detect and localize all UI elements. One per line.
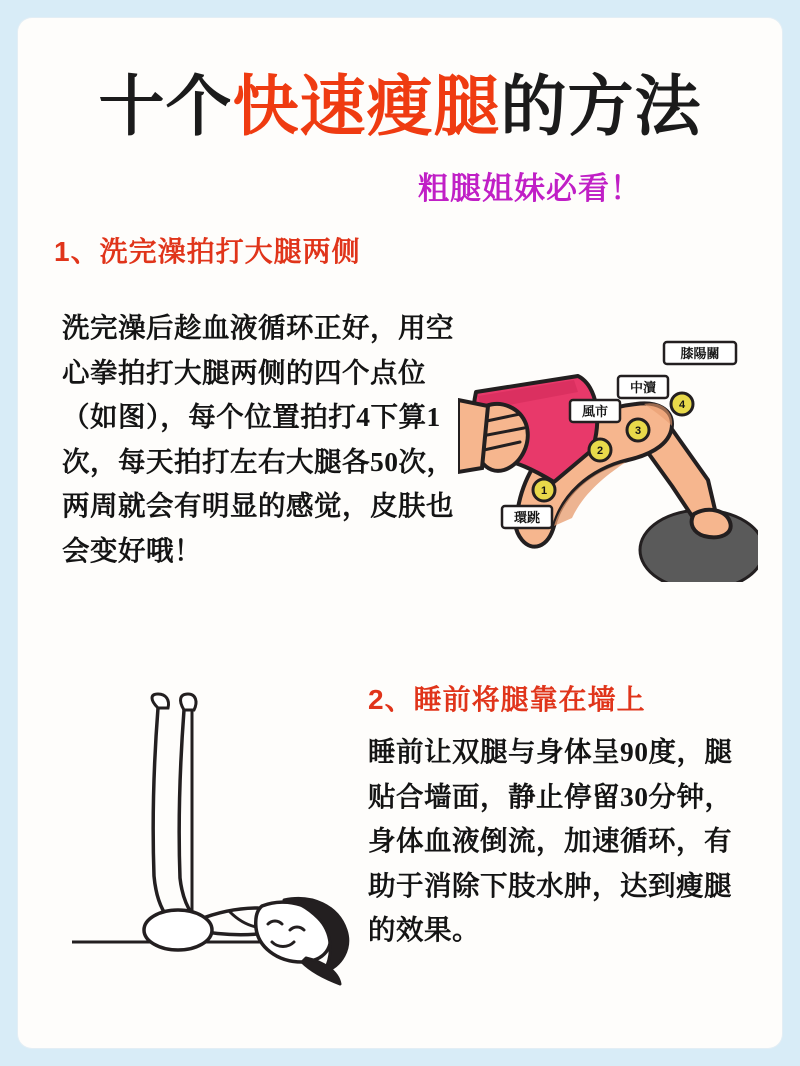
acupoint-3-label: 中瀆 — [629, 380, 657, 395]
section-2-heading: 2、睡前将腿靠在墙上 — [368, 684, 646, 715]
section-2-body: 睡前让双腿与身体呈90度，腿贴合墙面，静止停留30分钟，身体血液倒流，加速循环，有助于消除下肢水肿，达到瘦腿的效果。 — [368, 736, 733, 946]
title-highlight: 快速瘦腿 — [232, 69, 501, 143]
page-subtitle: 粗腿姐妹必看！ — [418, 171, 642, 207]
title-part1: 十个 — [98, 69, 233, 143]
acupoint-2-label: 風市 — [581, 404, 609, 419]
section-1-body: 洗完澡后趁血液循环正好，用空心拳拍打大腿两侧的四个点位（如图），每个位置拍打4下算1次，每天拍打左右大腿各50次，两周就会有明显的感觉，皮肤也会变好哦！ — [62, 312, 455, 566]
acupoint-1-label: 環跳 — [513, 510, 541, 525]
page-title — [18, 69, 782, 143]
title-part2: 的方法 — [500, 69, 702, 143]
section-1-heading: 1、洗完澡拍打大腿两侧 — [54, 236, 361, 268]
legs-up-the-wall-diagram — [62, 690, 352, 990]
acupoint-4-number: 4 — [678, 399, 686, 411]
acupoint-3-number: 3 — [634, 425, 642, 437]
poster-card — [18, 18, 782, 1048]
leg-acupoint-diagram — [458, 300, 758, 582]
acupoint-4-label: 膝陽關 — [680, 346, 720, 361]
acupoint-1-number: 1 — [540, 485, 548, 497]
acupoint-2-number: 2 — [596, 445, 604, 457]
